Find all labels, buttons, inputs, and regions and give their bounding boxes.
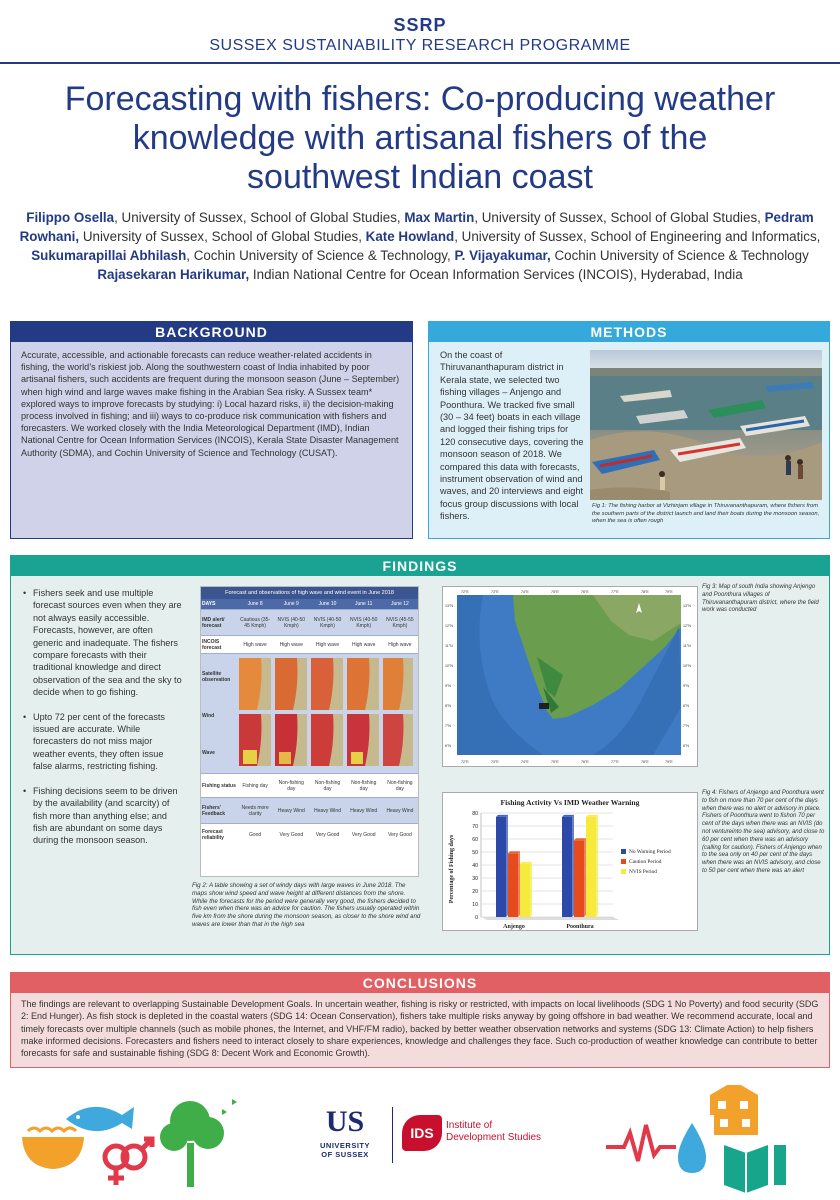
author-name: Pedram Rowhani, bbox=[19, 210, 814, 244]
svg-text:6°N: 6°N bbox=[445, 744, 452, 748]
chart-bar-side bbox=[584, 838, 586, 917]
svg-text:13°N: 13°N bbox=[445, 604, 454, 608]
chart-bar bbox=[574, 840, 584, 917]
svg-text:79°E: 79°E bbox=[665, 590, 673, 594]
table-cell: Very Good bbox=[315, 832, 340, 838]
table-cell: NVIS (40-50 Kmph) bbox=[313, 616, 342, 629]
chart-bar-side bbox=[506, 815, 508, 917]
chart-bar-top bbox=[574, 838, 586, 840]
findings-panel bbox=[10, 555, 830, 955]
table-row bbox=[201, 774, 418, 798]
chart-y-label: Percentage of Fishing days bbox=[449, 834, 455, 904]
table-row bbox=[201, 636, 418, 654]
wind-wave-maps bbox=[237, 654, 418, 772]
legend-swatch bbox=[621, 869, 626, 874]
chart-bar-top bbox=[520, 862, 532, 864]
chart-x-labels bbox=[503, 924, 594, 930]
svg-text:8°N: 8°N bbox=[683, 704, 690, 708]
svg-text:7°N: 7°N bbox=[445, 724, 452, 728]
finding-item: • Fishers seek and use multiple forecast sources even when they are not always easily accessible. Forecasts, however, are often generic and inadequate. The fishers compare forecasts with their traditional knowledge and direct observation of the sea and the sky to decide when to go fishing. bbox=[23, 587, 183, 699]
author-affiliation: University of Sussex, School of Global Studies, bbox=[79, 229, 366, 244]
svg-text:10°N: 10°N bbox=[445, 664, 454, 668]
svg-text:72°E: 72°E bbox=[461, 760, 469, 764]
author-affiliation: , University of Sussex, School of Engineering and Informatics, bbox=[454, 229, 821, 244]
chart-bar bbox=[520, 864, 530, 917]
author-name: Kate Howland bbox=[365, 229, 455, 244]
legend-label: Caution Period bbox=[629, 859, 662, 865]
svg-text:77°E: 77°E bbox=[611, 760, 619, 764]
svg-text:77°E: 77°E bbox=[611, 590, 619, 594]
chart-y-tick-label: 0 bbox=[475, 915, 478, 921]
forecast-table bbox=[200, 586, 419, 877]
methods-panel bbox=[428, 321, 830, 539]
water-drop-icon bbox=[678, 1123, 706, 1173]
author-affiliation: , Cochin University of Science & Technology, bbox=[186, 248, 455, 263]
fig4-caption: Fig 4: Fishers of Anjengo and Poonthura went to fish on more than 70 per cent of the days when there was no alert or advisory in place. Fishers of Poonthura went to fishon 70 per cent of the days when there was an NVIS (do not ventureinto the sea) advisory, and close to 60 per cent when there was an advisory (calling for caution). Fishers of Anjengo when to the sea only on 40 per cent of the days when there was an NVIS advisory, and close to 50 per cent when there was an alert bbox=[702, 790, 825, 874]
table-cell: Very Good bbox=[279, 832, 304, 838]
map-graphic bbox=[443, 587, 697, 766]
chart-bar-top bbox=[562, 815, 574, 817]
fig1-caption: Fig 1: The fishing harbor at Vizhinjam village in Thiruvananthapuram, where fishers from the southern parts of the district launch and land their boats during the monsoon season, when the sea is often rough bbox=[592, 503, 820, 525]
table-cell: High wave bbox=[388, 641, 412, 648]
chart-bar-top bbox=[508, 851, 520, 853]
chart-bar bbox=[586, 817, 596, 917]
table-cell: Fishing day bbox=[242, 782, 268, 789]
table-cell: Heavy Wind bbox=[314, 807, 341, 814]
table-row bbox=[201, 824, 418, 846]
author-name: Max Martin bbox=[404, 210, 475, 225]
table-row-label: INCOIS forecast bbox=[202, 638, 222, 651]
chart-y-tick-label: 50 bbox=[472, 850, 478, 856]
svg-text:12°N: 12°N bbox=[445, 624, 454, 628]
svg-text:76°E: 76°E bbox=[581, 760, 589, 764]
svg-text:76°E: 76°E bbox=[581, 590, 589, 594]
legend-swatch bbox=[621, 849, 626, 854]
table-cell: Needs more clarity bbox=[241, 804, 269, 817]
methods-heading: METHODS bbox=[429, 322, 829, 342]
conclusions-panel bbox=[10, 972, 830, 1068]
table-row-label: Fishing status bbox=[202, 782, 236, 789]
svg-text:74°E: 74°E bbox=[521, 590, 529, 594]
bowl-icon bbox=[22, 1137, 84, 1169]
sat-label: Satellite observation bbox=[202, 671, 231, 684]
svg-text:78°E: 78°E bbox=[641, 760, 649, 764]
svg-text:12°N: 12°N bbox=[683, 624, 692, 628]
finding-item: • Upto 72 per cent of the forecasts issued are accurate. While forecasters do not miss major weather events, they often issue false alarms, restricting fishing. bbox=[23, 711, 183, 773]
house-icon bbox=[710, 1085, 758, 1115]
author-name: Filippo Osella bbox=[26, 210, 115, 225]
table-cell: Non-fishing day bbox=[278, 779, 304, 792]
table-header-cell: June 11 bbox=[355, 601, 373, 607]
footer bbox=[0, 1085, 840, 1195]
table-cell: Heavy Wind bbox=[277, 807, 305, 814]
methods-text: On the coast of Thiruvananthapuram district in Kerala state, we selected two fishing villages – Anjengo and Poonthura. We tracked five small (30 – 34 feet) boats in each village and logged their fishing trips for 120 consecutive days, covering the monsoon season of 2018. We compared this data with forecasts, instrument observation of wind and waves, and 20 interviews and eight focus group discussions with local fishers. bbox=[440, 350, 584, 522]
table-cell: NVIS (40-50 Kmph) bbox=[349, 616, 378, 629]
fishing-activity-chart bbox=[442, 792, 698, 931]
sussex-logo-line2: OF SUSSEX bbox=[321, 1150, 369, 1159]
author-name: Rajasekaran Harikumar, bbox=[97, 267, 250, 282]
header-divider bbox=[0, 62, 840, 64]
table-header-cell: DAYS bbox=[202, 601, 216, 607]
fish-icon bbox=[66, 1107, 134, 1131]
author-affiliation: , University of Sussex, School of Global Studies, bbox=[114, 210, 405, 225]
logo-divider bbox=[392, 1107, 393, 1163]
legend-label: No Warning Period bbox=[629, 849, 671, 855]
table-title: Forecast and observations of high wave and wind event in June 2018 bbox=[201, 587, 418, 599]
table-cell: Cautious (35-45 Kmph) bbox=[240, 616, 271, 629]
chart-x-tick-label: Poonthura bbox=[566, 924, 594, 930]
table-cell: Non-fishing day bbox=[387, 779, 413, 792]
svg-text:9°N: 9°N bbox=[445, 684, 452, 688]
background-heading: BACKGROUND bbox=[11, 322, 412, 342]
table-cell: High wave bbox=[279, 641, 303, 648]
chart-y-tick-label: 70 bbox=[472, 824, 478, 830]
table-row-label: IMD alert/ forecast bbox=[202, 616, 225, 629]
svg-text:79°E: 79°E bbox=[665, 760, 673, 764]
south-india-map bbox=[442, 586, 698, 767]
table-cell: Non-fishing day bbox=[351, 779, 377, 792]
table-row-maps bbox=[201, 654, 418, 774]
sussex-logo-mark: US bbox=[325, 1105, 365, 1138]
bar-chart-svg bbox=[443, 793, 697, 930]
chart-y-tick-label: 20 bbox=[472, 889, 478, 895]
author-affiliation: Cochin University of Science & Technology bbox=[550, 248, 809, 263]
table-cell: NVIS (40-50 Kmph) bbox=[277, 616, 306, 629]
table-cell: Heavy Wind bbox=[386, 807, 414, 814]
title-line-3: southwest Indian coast bbox=[247, 158, 593, 196]
table-header-cell: June 8 bbox=[247, 601, 263, 607]
title-line-2: knowledge with artisanal fishers of the bbox=[132, 119, 708, 157]
table-cell: NVIS (45-55 Kmph) bbox=[386, 616, 414, 629]
svg-text:78°E: 78°E bbox=[641, 590, 649, 594]
table-cell: Good bbox=[248, 832, 262, 838]
chart-bars bbox=[496, 815, 598, 917]
chart-bar-side bbox=[518, 851, 520, 917]
sussex-logo bbox=[305, 1107, 385, 1159]
author-affiliation: Indian National Centre for Ocean Information Services (INCOIS), Hyderabad, India bbox=[249, 267, 743, 282]
programme-name: SUSSEX SUSTAINABILITY RESEARCH PROGRAMME bbox=[209, 37, 631, 54]
chart-bar bbox=[562, 817, 572, 917]
chart-title: Fishing Activity Vs IMD Weather Warning bbox=[500, 798, 640, 807]
table-cell: High wave bbox=[315, 641, 340, 648]
table-cell: High wave bbox=[243, 641, 267, 648]
chart-bar-side bbox=[530, 862, 532, 917]
ids-logo-mark: IDS bbox=[402, 1115, 442, 1151]
chart-y-tick-label: 10 bbox=[472, 902, 478, 908]
fig3-caption: Fig 3: Map of south India showing Anjengo and Poonthura villages of Thiruvananthapuram district, where the field work was conducted bbox=[702, 584, 819, 614]
author-affiliation: , University of Sussex, School of Global Studies, bbox=[474, 210, 765, 225]
conclusions-heading: CONCLUSIONS bbox=[11, 973, 829, 993]
table-row-label bbox=[201, 654, 237, 773]
svg-text:75°E: 75°E bbox=[551, 760, 559, 764]
programme-acronym: SSRP bbox=[393, 15, 447, 35]
svg-text:11°N: 11°N bbox=[445, 644, 453, 648]
wave-label: Wave bbox=[202, 749, 215, 756]
title-line-1: Forecasting with fishers: Co-producing weather bbox=[64, 80, 776, 118]
heartbeat-icon bbox=[606, 1125, 676, 1161]
chart-bar-side bbox=[596, 815, 598, 917]
background-panel bbox=[10, 321, 413, 539]
chart-bar-top bbox=[496, 815, 508, 817]
findings-bullets bbox=[23, 587, 183, 859]
sdg-health-water-education-illustration bbox=[606, 1085, 836, 1195]
chart-legend bbox=[621, 849, 671, 875]
table-cell: Very Good bbox=[351, 832, 376, 838]
svg-text:10°N: 10°N bbox=[683, 664, 692, 668]
table-cell: High wave bbox=[352, 641, 376, 648]
table-row-label: Fishers' Feedback bbox=[202, 804, 226, 817]
sussex-logo-line1: UNIVERSITY bbox=[319, 1141, 370, 1150]
table-header-cell: June 12 bbox=[391, 601, 409, 607]
wind-label: Wind bbox=[202, 713, 215, 720]
author-name: P. Vijayakumar, bbox=[454, 248, 551, 263]
conclusions-text: The findings are relevant to overlapping Sustainable Development Goals. In uncertain weather, fishing is risky or restricted, with impacts on local livelihoods (SDG 1 No Poverty) and food security (SDG 2: End Hunger). As fish stock is depleted in the coastal waters (SDG 14: Ocean Conservation), fishers take multiple risks anyway by going offshore in bad weather. We recommend accurate, local and timely forecasts over multiple channels (such as mobile phones, the Internet, and VHF/FM radio), backed by better weather observation networks and systems (SDG 13: Climate Action) to help fishers make informed decisions. Forecasters and fishers need to interact closely to share experiences, knowledge and challenges they face. Such co-production of weather knowledge can contribute to better forecasts for safe and sustainable fishing (SDG 8: Decent Work and Economic Growth). bbox=[21, 999, 819, 1059]
chart-bar bbox=[508, 853, 518, 917]
chart-y-tick-label: 60 bbox=[472, 837, 478, 843]
sdg-food-gender-illustration bbox=[22, 1085, 252, 1195]
svg-text:75°E: 75°E bbox=[551, 590, 559, 594]
svg-text:13°N: 13°N bbox=[683, 604, 692, 608]
chart-y-tick-label: 80 bbox=[472, 811, 478, 817]
table-header-row bbox=[201, 599, 418, 610]
fig2-caption: Fig 2: A table showing a set of windy days with large waves in June 2018. The maps show wind speed and wave height at different distances from the shore. While the forecasts for the period were generally very good, the fishers decided to fish even when there was an advice for caution. The fishers usually operated within five km from the shore during the monsoon season, as closer to the shore wind and waves are lower than that in the high sea bbox=[192, 882, 421, 928]
author-name: Sukumarapillai Abhilash bbox=[31, 248, 187, 263]
ids-logo-line1: Institute of bbox=[446, 1120, 493, 1131]
table-row-label: Forecast reliability bbox=[202, 829, 224, 841]
chart-y-tick-label: 30 bbox=[472, 876, 478, 882]
svg-text:8°N: 8°N bbox=[445, 704, 452, 708]
harbor-photo bbox=[590, 350, 822, 500]
svg-text:72°E: 72°E bbox=[461, 590, 469, 594]
ids-logo-text bbox=[446, 1120, 541, 1144]
svg-text:74°E: 74°E bbox=[521, 760, 529, 764]
svg-text:6°N: 6°N bbox=[683, 744, 690, 748]
chart-bar-top bbox=[586, 815, 598, 817]
table-row bbox=[201, 610, 418, 636]
table-cell: Non-fishing day bbox=[314, 779, 341, 792]
findings-heading: FINDINGS bbox=[11, 556, 829, 576]
table-row bbox=[201, 798, 418, 824]
legend-swatch bbox=[621, 859, 626, 864]
finding-item: • Fishing decisions seem to be driven by the availability (and scarcity) of fish more than anything else; and fish are abundant on some days during the monsoon season. bbox=[23, 785, 183, 847]
poster-title bbox=[20, 80, 820, 197]
svg-text:73°E: 73°E bbox=[491, 760, 499, 764]
table-header-cell: June 10 bbox=[318, 601, 337, 607]
chart-x-tick-label: Anjengo bbox=[503, 924, 525, 930]
svg-text:7°N: 7°N bbox=[683, 724, 690, 728]
ids-logo-line2: Development Studies bbox=[446, 1132, 542, 1143]
svg-text:73°E: 73°E bbox=[491, 590, 499, 594]
chart-bar bbox=[496, 817, 506, 917]
svg-text:9°N: 9°N bbox=[683, 684, 690, 688]
chart-floor bbox=[481, 917, 619, 920]
svg-text:11°N: 11°N bbox=[683, 644, 691, 648]
chart-bar-side bbox=[572, 815, 574, 917]
table-header-cell: June 9 bbox=[283, 601, 299, 607]
table-cell: Very Good bbox=[388, 832, 412, 838]
author-list bbox=[8, 208, 832, 284]
legend-label: NVIS Period bbox=[629, 869, 658, 875]
table-cell: Heavy Wind bbox=[350, 807, 378, 814]
background-text: Accurate, accessible, and actionable forecasts can reduce weather-related accidents in fishing, the world’s riskiest job. Along the southwestern coast of India inhabited by poor artisanal fishers, such accidents are frequent during the monsoon season (June – September) when high wind and large waves make fishing in the Arabian Sea risky. A Sussex team* explored ways to improve forecasts by studying: i) Local hazard risks, ii) the decision-making process involved in fishing; and iii) ways to co-produce risk communication with fishers and forecasters. We worked closely with the India Meteorological Department (IMD), Indian National Centre for Ocean Information Services (INCOIS), Kerala State Disaster Management Authority (SDMA), and Cochin University of Science and Technology (CUSAT). bbox=[21, 350, 400, 458]
chart-y-tick-label: 40 bbox=[472, 863, 478, 869]
